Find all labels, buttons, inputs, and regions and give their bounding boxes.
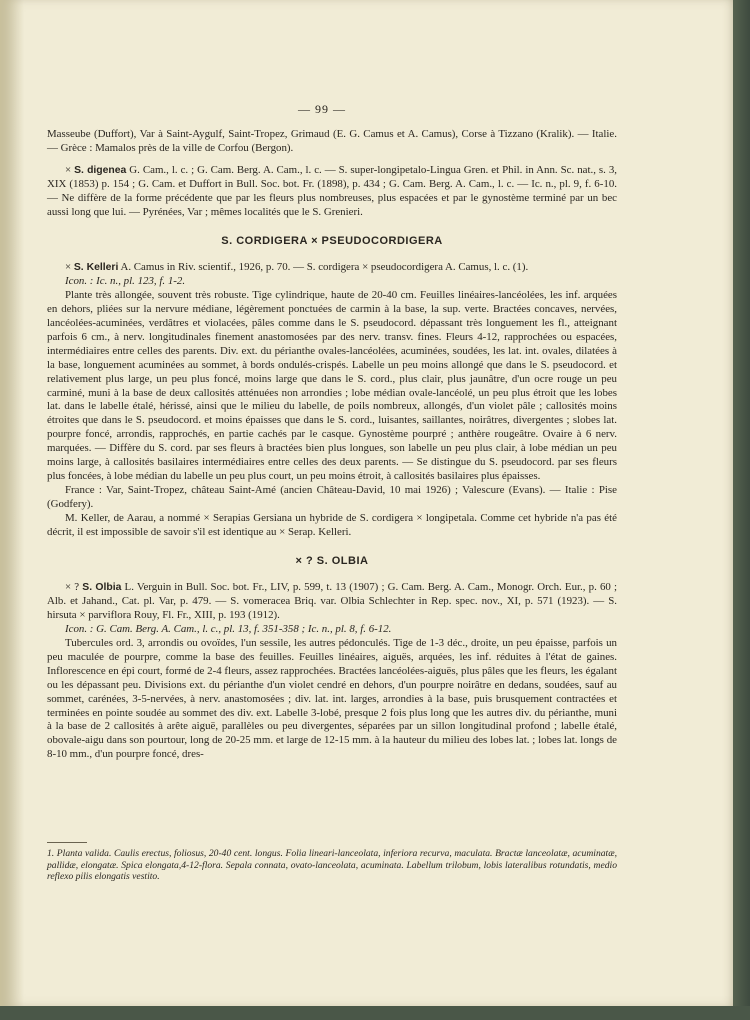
entry-kelleri: × S. Kelleri A. Camus in Riv. scientif., 1926, p. 70. — S. cordigera × pseudocordigera A. Camus, l. c. (1). — [65, 261, 529, 274]
page-number: — 99 — — [298, 102, 346, 116]
olbia-description: Tubercules ord. 3, arrondis ou ovoïdes, l'un sessile, les autres pédonculés. Tige de 1-3 déc., droite, un peu épaisse, parfois un peu maculée de pourpre, comme la base des feuilles. Feuilles linéaires, aiguës, arquées, les inf. réduites à l'état de gaines. Inflorescence en épi court, formé de 2-4 fleurs, assez rapprochées. Bractées lancéolées-aiguës, plus pâles que les fleurs, les égalant ou les dépassant peu. Divisions ext. du périanthe d'un violet cendré en dehors, d'un pourpre noirâtre en dedans, soudées, sauf au sommet, carénées, 3-5-nervées, à nerv. anastomosées ; div. lat. int. larges, arrondies à la base, puis brusquement contractées et terminées en pointe soudée au sommet des div. ext. Labelle 3-lobé, presque 2 fois plus long que les autres div. du périanthe, muni à la base de 2 callosités à arête aiguë, parallèles ou peu divergentes, séparées par un sillon longitudinal profond ; labelle étalé, obovale-aigu dans son pourtour, long de 20-25 mm. et large de 12-15 mm. à la hauteur du milieu des lobes lat. ; lobes lat. longs de 8-10 mm., d'un pourpre foncé, dres- — [47, 637, 617, 761]
kelleri-description: Plante très allongée, souvent très robuste. Tige cylindrique, haute de 20-40 cm. Feuilles linéaires-lancéolées, les inf. arquées en dehors, pliées sur la nervure médiane, légèrement ponctuées de carmin à la base, la sup. verte. Bractées concaves, nervées, lancéolées-acuminées, verdâtres et violacées, pâles comme dans le S. pseudocord. dépassant très longuement les fl., atteignant parfois 6 cm., à nerv. longitudinales finement anastomosées par des nerv. transv. fines. Fleurs 4-12, rapprochées ou espacées, intermédiaires entre celles des parents. Div. ext. du périanthe ovales-lancéolées, acuminées, soudées, les lat. int. ovales, dilatées à la base, longuement acuminées au sommet, à bords ondulés-crispés. Labelle un peu moins allongé que dans le S. pseudocord. et relativement plus large, un peu plus foncé, moins large que dans le S. cord., plus clair, plus jaunâtre, d'un ocre rouge un peu carminé, muni à la base de deux callosités atténuées non arrondies ; lobe médian ovale-lancéolé, un peu plus étroit que les lobes lat. dans le labelle étalé, hérissé, ainsi que le milieu du labelle, de poils nombreux, allongés, d'un violet pâle ; callosités moins étroites que dans le S. pseudocord. et moins épaisses que dans le S. cord., luisantes, saillantes, noirâtres, divergentes ; slobes lat. pourpre foncé, arrondis, rapprochés, en partie cachés par le casque. Gynostème pourpré ; anthère rougeâtre. Ovaire à 6 nerv. marquées. — Diffère du S. cord. par ses fleurs à bractées bien plus longues, son labelle un peu plus clair, à lobe médian un peu moins large, à callosités basilaires intermédiaires entre celles des deux parents. — Se distingue du S. pseudocord. par ses fleurs plus foncées, à lobe médian du labelle un peu plus court, un peu moins étroit, à callosités basilaires plus épaisses. — [47, 289, 617, 482]
footnote-rule — [47, 842, 87, 843]
kelleri-note: M. Keller, de Aarau, a nommé × Serapias Gersiana un hybride de S. cordigera × longipetala. Comme cet hybride n'a pas été décrit, il est impossible de savoir s'il est identique au × Serap. Kelleri. — [47, 511, 617, 538]
taxon-name: S. Olbia — [82, 582, 122, 594]
kelleri-icon: Icon. : Ic. n., pl. 123, f. 1-2. — [65, 275, 186, 288]
olbia-icon: Icon. : G. Cam. Berg. A. Cam., l. c., pl. 13, f. 351-358 ; Ic. n., pl. 8, f. 6-12. — [65, 623, 392, 636]
book-edge-right — [733, 0, 750, 1020]
page-body — [47, 128, 617, 762]
entry-olbia: × ? S. Olbia L. Verguin in Bull. Soc. bot. Fr., LIV, p. 599, t. 13 (1907) ; G. Cam. Berg. A. Cam., Monogr. Orch. Eur., p. 60 ; Alb. et Jahand., Cat. pl. Var, p. 479. — S. vomeracea Briq. var. Olbia Schlechter in Rep. spec. nov., XI, p. 571 (1923). — S. hirsuta × parviflora Rouy, Fl. Fr., XIII, p. 193 (1912). — [47, 581, 618, 622]
footnote: 1. Planta valida. Caulis erectus, foliosus, 20-40 cent. longus. Folia lineari-lanceolata, inferiora recurva, maculata. Bractæ lanceolatæ, acuminatæ, pallidæ, elongatæ. Spica elongata,4-12-flora. Sepala connata, ovato-lanceolata, acuminata. Labellum trilobum, lobis lateralibus rotundatis, medio reflexo pilis elongatis vestito. — [47, 848, 617, 883]
taxon-name: S. Kelleri — [73, 262, 119, 274]
book-edge-bottom — [0, 1006, 750, 1020]
section-heading: S. CORDIGERA × PSEUDOCORDIGERA — [221, 235, 443, 248]
section-heading: × ? S. OLBIA — [295, 555, 369, 568]
entry-digenea: × S. digenea G. Cam., l. c. ; G. Cam. Berg. A. Cam., l. c. — S. super-longipetalo-Lingua Gren. et Phil. in Ann. Sc. nat., s. 3, XIX (1853) p. 154 ; G. Cam. et Duffort in Bull. Soc. bot. Fr. (1898), p. 434 ; G. Cam. Berg. A. Cam., l. c. — Ic. n., pl. 9, f. 6-10. — Ne diffère de la forme précédente que par les fleurs plus nombreuses, plus espacées et par le gynostème terminé par un bec aussi long que lui. — Pyrénées, Var ; mêmes localités que le S. Grenieri. — [47, 163, 618, 218]
kelleri-distribution: France : Var, Saint-Tropez, château Saint-Amé (ancien Château-David, 10 mai 1926) ; Valescure (Evans). — Italie : Pise (Godfery). — [47, 483, 617, 510]
taxon-name: S. digenea — [74, 164, 127, 176]
intro-continuation: Masseube (Duffort), Var à Saint-Aygulf, Saint-Tropez, Grimaud (E. G. Camus et A. Camus), Corse à Tizzano (Kralik). — Italie. — Grèce : Mamalos près de la ville de Corfou (Bergon). — [47, 128, 617, 154]
